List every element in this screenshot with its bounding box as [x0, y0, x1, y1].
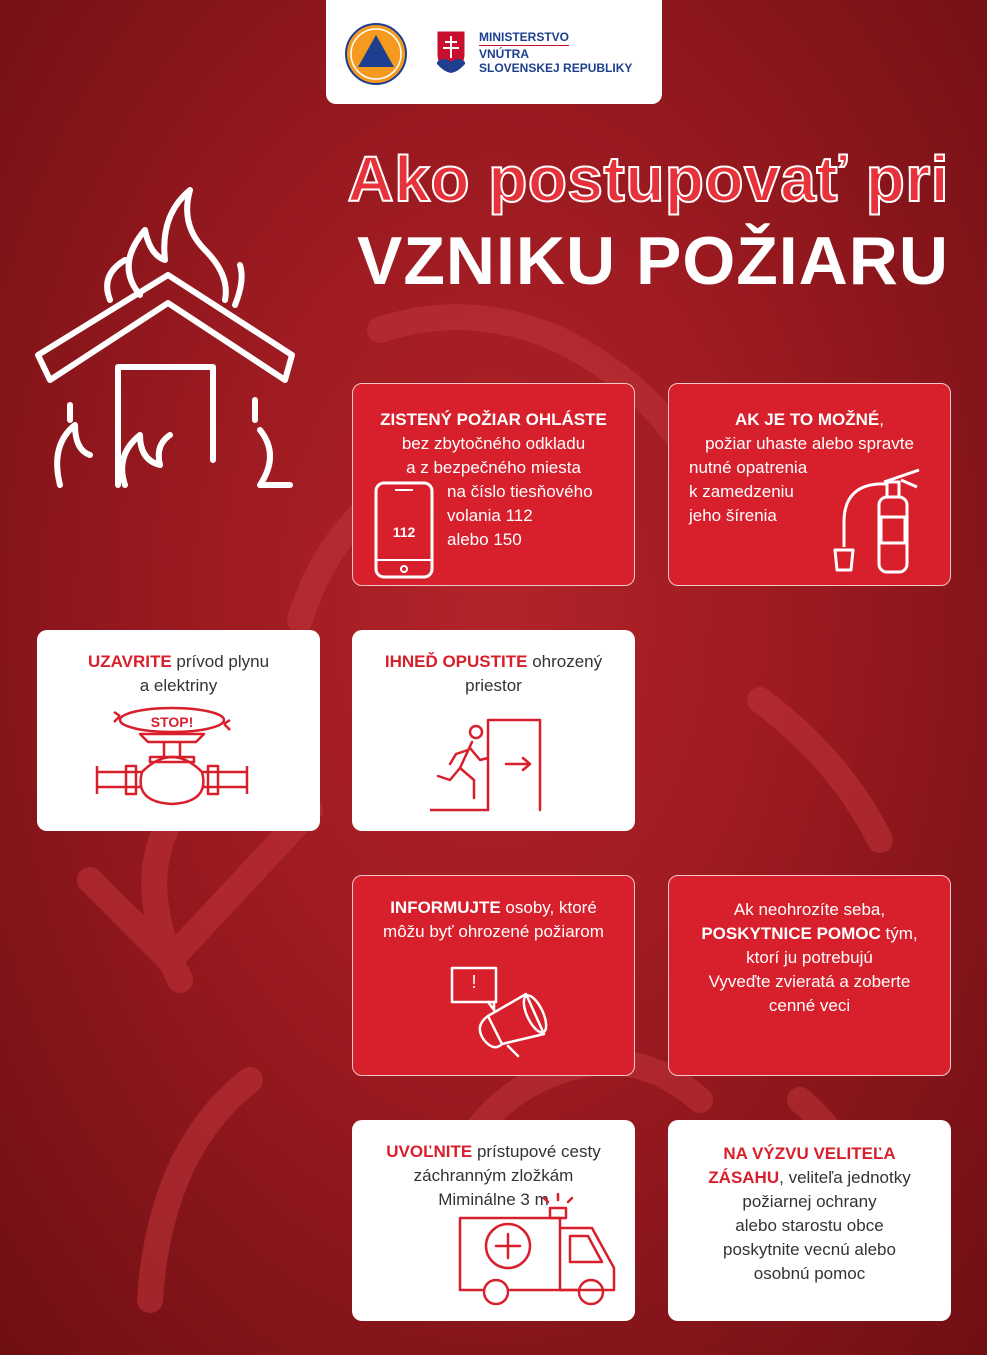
commander-line-6: osobnú pomoc	[753, 1264, 866, 1283]
help-heading: POSKYTNICE POMOC	[701, 924, 881, 943]
inform-heading: INFORMUJTE	[390, 898, 501, 917]
extinguish-line-2: požiar uhaste alebo spravte	[705, 434, 914, 453]
card-inform	[352, 875, 635, 1076]
commander-line-5: poskytnite vecnú alebo	[723, 1240, 896, 1259]
commander-line-3: požiarnej ochrany	[742, 1192, 877, 1211]
extinguish-heading: AK JE TO MOŽNÉ	[735, 410, 880, 429]
extinguish-line-5: jeho šírenia	[689, 506, 777, 525]
close-line-1-rest: prívod plynu	[171, 652, 270, 671]
extinguish-comma: ,	[879, 410, 884, 429]
fire-extinguisher-icon	[829, 462, 929, 577]
clear-line-3: Miminálne 3 m	[438, 1190, 549, 1209]
clear-line-2: záchranným zložkám	[413, 1166, 574, 1185]
alert-mark: !	[471, 972, 477, 992]
ministry-line-1: MINISTERSTVO	[479, 30, 570, 44]
phone-number-label: 112	[392, 524, 416, 540]
close-line-2: a elektriny	[139, 676, 218, 695]
ministry-name	[479, 30, 632, 75]
civil-protection-logo-icon	[344, 22, 408, 86]
commander-heading-2: ZÁSAHU	[708, 1168, 780, 1187]
ministry-line-2: VNÚTRA	[479, 47, 529, 61]
report-line-5: volania 112	[447, 506, 533, 525]
help-line-1: Ak neohrozíte seba,	[733, 900, 886, 919]
inform-line-2: môžu byť ohrozené požiarom	[383, 922, 604, 941]
clear-line-1-rest: prístupové cesty	[472, 1142, 601, 1161]
leave-line-2: priestor	[465, 676, 522, 695]
burning-house-icon	[30, 185, 310, 495]
help-line-4: Vyveďte zvieratá a zoberte	[708, 972, 911, 991]
ministry-line-3: SLOVENSKEJ REPUBLIKY	[479, 61, 633, 75]
commander-line-2-rest: , veliteľa jednotky	[779, 1168, 911, 1187]
commander-line-4: alebo starostu obce	[735, 1216, 884, 1235]
close-heading: UZAVRITE	[87, 652, 172, 671]
card-clear-access	[352, 1120, 635, 1321]
card-close-gas	[37, 630, 320, 831]
ambulance-icon	[452, 1188, 622, 1313]
commander-heading: NA VÝZVU VELITEĽA	[723, 1144, 896, 1163]
stop-label: STOP!	[150, 714, 194, 730]
report-line-6: alebo 150	[447, 530, 522, 549]
title-line-2: VZNIKU POŽIARU	[357, 223, 949, 299]
leave-heading: IHNEĎ OPUSTITE	[384, 652, 528, 671]
report-line-4: na číslo tiesňového	[447, 482, 593, 501]
card-extinguish	[668, 383, 951, 586]
help-line-5: cenné veci	[768, 996, 851, 1015]
exit-running-person-icon	[430, 718, 550, 813]
card-help	[668, 875, 951, 1076]
report-line-2: bez zbytočného odkladu	[401, 434, 586, 453]
help-line-2-rest: tým,	[880, 924, 918, 943]
inform-line-1-rest: osoby, ktoré	[500, 898, 597, 917]
title-line-1: Ako postupovať pri	[347, 143, 949, 215]
report-line-3: a z bezpečného miesta	[406, 458, 581, 477]
report-heading: ZISTENÝ POŽIAR OHLÁSTE	[380, 410, 607, 429]
clear-heading: UVOĽNITE	[386, 1142, 473, 1161]
help-line-3: ktorí ju potrebujú	[746, 948, 873, 967]
slovak-coat-of-arms-icon	[436, 30, 466, 74]
extinguish-line-3: nutné opatrenia	[689, 458, 808, 477]
card-report-fire	[352, 383, 635, 586]
card-leave	[352, 630, 635, 831]
leave-line-1-rest: ohrozený	[527, 652, 603, 671]
extinguish-line-4: k zamedzeniu	[689, 482, 794, 501]
card-commander	[668, 1120, 951, 1321]
